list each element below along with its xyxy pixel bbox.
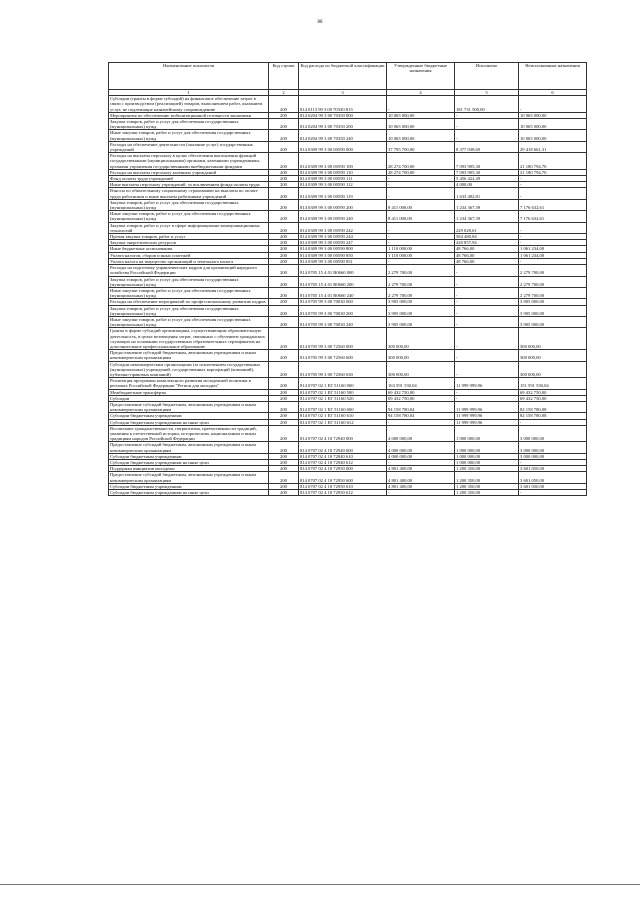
cell-indicator-name: Закупка товаров, работ и услуг в сфере информационно-коммуникационных технологий xyxy=(109,222,269,233)
cell-line-code: 200 xyxy=(269,258,299,264)
cell-executed: - xyxy=(455,305,519,316)
cell-budget-code: 814 0309 99 3 00 00590 111 xyxy=(299,176,387,182)
cell-line-code: 200 xyxy=(269,453,299,459)
cell-budget-code: 814 0707 02 1 ЕГ 51160 600 xyxy=(299,401,387,412)
cell-budget-code: 814 0707 02 4 10 72950 600 xyxy=(299,472,387,483)
cell-line-code: 200 xyxy=(269,413,299,419)
header-executed: Исполнено xyxy=(455,63,519,90)
cell-indicator-name: Воспитание гражданственности, патриотизма, преемственности традиций, уважения к отечественной истории, историческим, национальным и иным традициям народов Российской Федерации xyxy=(109,425,269,442)
cell-budget-code: 814 0309 99 3 00 00590 110 xyxy=(299,169,387,175)
cell-line-code: 200 xyxy=(269,96,299,113)
cell-budget-code: 814 0707 02 4 10 72940 612 xyxy=(299,460,387,466)
cell-executed: 1 200 350,00 xyxy=(455,472,519,483)
column-number: 1 xyxy=(109,90,269,96)
cell-budget-code: 814 0705 99 3 00 70030 240 xyxy=(299,316,387,327)
cell-executed: 1 000 000,00 xyxy=(455,425,519,442)
cell-budget-code: 814 0309 99 3 00 00590 200 xyxy=(299,199,387,210)
cell-budget-code: 814 0705 99 3 00 70030 200 xyxy=(299,305,387,316)
cell-budget-code: 814 0707 02 1 ЕГ 51160 612 xyxy=(299,419,387,425)
cell-budget-code: 814 0707 02 1 ЕГ 51160 520 xyxy=(299,395,387,401)
cell-executed: 8 377 038,69 xyxy=(455,141,519,152)
cell-indicator-name: Гранты в форме субсидий организациям, осуществляющим образовательную деятельность, в целях возмещения затрат, связанных с обучением гражданских служащих на основании государственных образовательных сертификатов на дополнительное профессиональное образование xyxy=(109,328,269,350)
cell-budget-code: 814 0204 99 3 00 70350 000 xyxy=(299,112,387,118)
cell-indicator-name: Прочая закупка товаров, работ и услуг xyxy=(109,234,269,240)
cell-executed: 1 234 367,39 xyxy=(455,199,519,210)
cell-approved: - xyxy=(387,222,455,233)
cell-approved: 4 000 000,00 xyxy=(387,442,455,453)
cell-approved: 10 065 000,00 xyxy=(387,119,455,130)
cell-line-code: 200 xyxy=(269,316,299,327)
cell-executed: - xyxy=(455,112,519,118)
cell-unexecuted: 7 176 632,61 xyxy=(519,211,587,222)
cell-unexecuted: 3 905 000,00 xyxy=(519,316,587,327)
cell-approved: 4 000 000,00 xyxy=(387,425,455,442)
cell-indicator-name: Фонд оплаты труда учреждений xyxy=(109,176,269,182)
cell-budget-code: 814 0705 99 3 00 72560 600 xyxy=(299,350,387,361)
cell-line-code: 200 xyxy=(269,299,299,305)
table-row xyxy=(109,316,587,327)
cell-unexecuted: - xyxy=(519,490,587,496)
cell-unexecuted: 3 000 000,00 xyxy=(519,442,587,453)
cell-indicator-name: Иные закупки товаров, работ и услуг для обеспечения государственных (муниципальных) нужд xyxy=(109,211,269,222)
cell-unexecuted: 10 065 000,00 xyxy=(519,119,587,130)
cell-budget-code: 814 0707 02 1 ЕГ 51160 500 xyxy=(299,389,387,395)
table-header-row xyxy=(109,63,587,90)
cell-approved: 3 905 000,00 xyxy=(387,316,455,327)
cell-budget-code: 814 0309 99 3 00 00590 247 xyxy=(299,240,387,246)
cell-budget-code: 814 0309 99 3 00 00590 112 xyxy=(299,182,387,188)
cell-line-code: 200 xyxy=(269,276,299,287)
cell-line-code: 200 xyxy=(269,490,299,496)
table-row xyxy=(109,378,587,389)
cell-unexecuted: 10 065 000,00 xyxy=(519,112,587,118)
cell-unexecuted: 29 418 661,31 xyxy=(519,141,587,152)
cell-budget-code: 814 0707 02 4 10 72940 610 xyxy=(299,453,387,459)
cell-approved: 69 432 750,00 xyxy=(387,395,455,401)
cell-executed: 11 999 999,96 xyxy=(455,401,519,412)
cell-line-code: 200 xyxy=(269,287,299,298)
cell-indicator-name: Расходы на обеспечение мероприятий по профессиональному развитию кадров xyxy=(109,299,269,305)
table-row xyxy=(109,442,587,453)
cell-unexecuted: 82 158 780,08 xyxy=(519,401,587,412)
cell-budget-code: 814 0309 99 3 00 00590 244 xyxy=(299,234,387,240)
cell-indicator-name: Закупка товаров, работ и услуг для обеспечения государственных (муниципальных) нужд xyxy=(109,199,269,210)
header-indicator-name: Наименование показателя xyxy=(109,63,269,90)
cell-budget-code: 814 0705 99 3 00 70030 000 xyxy=(299,299,387,305)
cell-executed: 1 200 350,00 xyxy=(455,466,519,472)
cell-indicator-name: Расходы на выплаты персоналу казенных учреждений xyxy=(109,169,269,175)
cell-budget-code: 814 0309 99 3 00 00590 119 xyxy=(299,188,387,199)
cell-line-code: 200 xyxy=(269,222,299,233)
cell-line-code: 200 xyxy=(269,234,299,240)
table-row xyxy=(109,130,587,141)
cell-line-code: 200 xyxy=(269,378,299,389)
cell-approved: 2 279 700,00 xyxy=(387,276,455,287)
cell-indicator-name: Иные закупки товаров, работ и услуг для обеспечения государственных (муниципальных) нужд xyxy=(109,287,269,298)
cell-executed: - xyxy=(455,328,519,350)
cell-approved: 94 158 780,04 xyxy=(387,401,455,412)
table-row xyxy=(109,328,587,350)
cell-approved: 2 279 700,00 xyxy=(387,265,455,276)
cell-unexecuted: 69 432 750,00 xyxy=(519,395,587,401)
cell-unexecuted: 3 601 050,00 xyxy=(519,483,587,489)
cell-indicator-name: Взносы по обязательному социальному страхованию на выплаты по оплате труда работников и иные выплаты работникам учреждений xyxy=(109,188,269,199)
cell-line-code: 200 xyxy=(269,361,299,378)
cell-indicator-name: Субсидии (гранты в форме субсидий) на финансовое обеспечение затрат в связи с производством (реализацией) товаров, выполнением работ, оказанием услуг, не подлежащие казначейскому сопровождению xyxy=(109,96,269,113)
cell-approved: 28 274 700,00 xyxy=(387,169,455,175)
page-number: 88 xyxy=(317,20,323,25)
cell-executed: 4 000,00 xyxy=(455,182,519,188)
cell-line-code: 200 xyxy=(269,182,299,188)
cell-budget-code: 814 0309 99 3 00 00590 800 xyxy=(299,246,387,252)
cell-unexecuted: 3 905 000,00 xyxy=(519,305,587,316)
cell-indicator-name: Закупка товаров, работ и услуг для обеспечения государственных (муниципальных) нужд xyxy=(109,119,269,130)
cell-line-code: 200 xyxy=(269,252,299,258)
cell-approved: 300 000,00 xyxy=(387,328,455,350)
cell-budget-code: 814 0705 15 4 01 R0660 000 xyxy=(299,265,387,276)
cell-unexecuted: 3 601 050,00 xyxy=(519,466,587,472)
cell-unexecuted: 7 176 632,61 xyxy=(519,199,587,210)
table-row xyxy=(109,199,587,210)
cell-indicator-name: Субсидии xyxy=(109,395,269,401)
column-number: 3 xyxy=(299,90,387,96)
cell-line-code: 200 xyxy=(269,425,299,442)
cell-line-code: 200 xyxy=(269,199,299,210)
cell-executed: 1 200 350,00 xyxy=(455,483,519,489)
cell-budget-code: 814 0707 02 4 10 72950 000 xyxy=(299,466,387,472)
cell-budget-code: 814 0309 99 3 00 00590 851 xyxy=(299,258,387,264)
cell-executed: 1 200 350,00 xyxy=(455,490,519,496)
cell-approved: - xyxy=(387,188,455,199)
cell-line-code: 200 xyxy=(269,419,299,425)
cell-budget-code: 814 0705 99 3 00 72560 000 xyxy=(299,328,387,350)
cell-unexecuted: 3 000 000,00 xyxy=(519,453,587,459)
cell-budget-code: 814 0204 99 3 00 70350 240 xyxy=(299,130,387,141)
cell-indicator-name: Предоставление субсидий бюджетным, автономным учреждениям и иным некоммерческим организациям xyxy=(109,442,269,453)
cell-approved: 4 801 400,00 xyxy=(387,472,455,483)
cell-budget-code: 814 0113 99 3 00 70330 813 xyxy=(299,96,387,113)
cell-line-code: 200 xyxy=(269,401,299,412)
cell-line-code: 200 xyxy=(269,211,299,222)
cell-unexecuted: 3 905 000,00 xyxy=(519,299,587,305)
table-row xyxy=(109,222,587,233)
cell-line-code: 200 xyxy=(269,395,299,401)
cell-approved: 94 158 780,04 xyxy=(387,413,455,419)
cell-line-code: 200 xyxy=(269,112,299,118)
table-row xyxy=(109,141,587,152)
cell-executed: - xyxy=(455,389,519,395)
cell-indicator-name: Предоставление субсидий бюджетным, автономным учреждениям и иным некоммерческим организациям xyxy=(109,472,269,483)
cell-approved: - xyxy=(387,96,455,113)
table-row xyxy=(109,361,587,378)
column-number: 2 xyxy=(269,90,299,96)
cell-budget-code: 814 0705 99 3 00 72560 630 xyxy=(299,361,387,378)
cell-budget-code: 814 0705 15 4 01 R0660 200 xyxy=(299,276,387,287)
cell-unexecuted: - xyxy=(519,182,587,188)
cell-budget-code: 814 0309 99 3 00 00590 000 xyxy=(299,141,387,152)
cell-unexecuted: 151 591 530,04 xyxy=(519,378,587,389)
cell-line-code: 200 xyxy=(269,328,299,350)
cell-executed: 1 000 000,00 xyxy=(455,442,519,453)
cell-unexecuted: 300 000,00 xyxy=(519,328,587,350)
cell-indicator-name: Закупка товаров, работ и услуг для обеспечения государственных (муниципальных) нужд xyxy=(109,276,269,287)
cell-executed: 48 766,00 xyxy=(455,258,519,264)
table-row xyxy=(109,211,587,222)
cell-line-code: 200 xyxy=(269,153,299,170)
cell-executed: 420 857,94 xyxy=(455,240,519,246)
cell-executed: 584 480,84 xyxy=(455,234,519,240)
cell-indicator-name: Субсидии некоммерческим организациям (за исключением государственных (муниципальных) учреждений, государственных корпораций (компаний), публично-правовых компаний) xyxy=(109,361,269,378)
budget-execution-table xyxy=(108,62,587,496)
cell-budget-code: 814 0707 02 1 ЕГ 51160 000 xyxy=(299,378,387,389)
cell-indicator-name: Реализация программы комплексного развития молодежной политики в регионах Российской Федерации "Регион для молодых" xyxy=(109,378,269,389)
cell-executed: 5 456 422,49 xyxy=(455,176,519,182)
cell-indicator-name: Расходы на подготовку управленческих кадров для организаций народного хозяйства Российской Федерации xyxy=(109,265,269,276)
cell-unexecuted: - xyxy=(519,460,587,466)
cell-indicator-name: Субсидии бюджетным учреждениям на иные цели xyxy=(109,460,269,466)
cell-executed: 48 766,00 xyxy=(455,246,519,252)
table-row xyxy=(109,96,587,113)
header-line-code: Код строки xyxy=(269,63,299,90)
cell-budget-code: 814 0309 99 3 00 00590 240 xyxy=(299,211,387,222)
cell-approved: 37 795 700,00 xyxy=(387,141,455,152)
cell-unexecuted: - xyxy=(519,258,587,264)
cell-unexecuted: - xyxy=(519,234,587,240)
cell-indicator-name: Предоставление субсидий бюджетным, автономным учреждениям и иным некоммерческим организациям xyxy=(109,350,269,361)
cell-unexecuted: - xyxy=(519,176,587,182)
cell-approved: 163 591 530,04 xyxy=(387,378,455,389)
cell-approved: - xyxy=(387,419,455,425)
cell-executed: - xyxy=(455,276,519,287)
cell-executed: - xyxy=(455,265,519,276)
cell-indicator-name: Межбюджетные трансферты xyxy=(109,389,269,395)
cell-approved: 3 905 000,00 xyxy=(387,305,455,316)
cell-unexecuted: - xyxy=(519,419,587,425)
table-row xyxy=(109,287,587,298)
cell-line-code: 200 xyxy=(269,141,299,152)
cell-approved: 10 065 000,00 xyxy=(387,130,455,141)
cell-line-code: 200 xyxy=(269,176,299,182)
cell-indicator-name: Закупка товаров, работ и услуг для обеспечения государственных (муниципальных) нужд xyxy=(109,305,269,316)
cell-line-code: 200 xyxy=(269,466,299,472)
table-row xyxy=(109,265,587,276)
table-body xyxy=(109,96,587,496)
cell-budget-code: 814 0707 02 4 10 72950 612 xyxy=(299,490,387,496)
cell-unexecuted: - xyxy=(519,240,587,246)
cell-approved: - xyxy=(387,258,455,264)
cell-budget-code: 814 0707 02 1 ЕГ 51160 610 xyxy=(299,413,387,419)
cell-indicator-name: Предоставление субсидий бюджетным, автономным учреждениям и иным некоммерческим организациям xyxy=(109,401,269,412)
cell-executed: - xyxy=(455,119,519,130)
cell-indicator-name: Иные бюджетные ассигнования xyxy=(109,246,269,252)
cell-line-code: 200 xyxy=(269,460,299,466)
cell-line-code: 200 xyxy=(269,169,299,175)
cell-line-code: 200 xyxy=(269,240,299,246)
cell-approved: 1 110 000,00 xyxy=(387,246,455,252)
cell-indicator-name: Субсидии бюджетным учреждениям xyxy=(109,483,269,489)
cell-unexecuted: 3 601 050,00 xyxy=(519,472,587,483)
table-row xyxy=(109,490,587,496)
cell-budget-code: 814 0309 99 3 00 00590 242 xyxy=(299,222,387,233)
cell-executed: 48 766,00 xyxy=(455,252,519,258)
cell-unexecuted: - xyxy=(519,96,587,113)
cell-unexecuted: 1 061 234,00 xyxy=(519,252,587,258)
header-unexecuted: Неисполненные назначения xyxy=(519,63,587,90)
cell-executed: 1 633 482,81 xyxy=(455,188,519,199)
cell-approved: 10 065 000,00 xyxy=(387,112,455,118)
cell-indicator-name: Субсидии бюджетным учреждениям xyxy=(109,413,269,419)
cell-executed: - xyxy=(455,299,519,305)
cell-approved: - xyxy=(387,182,455,188)
cell-line-code: 200 xyxy=(269,483,299,489)
table-row xyxy=(109,119,587,130)
cell-line-code: 200 xyxy=(269,305,299,316)
cell-executed: - xyxy=(455,316,519,327)
table-row xyxy=(109,350,587,361)
cell-approved: 3 905 000,00 xyxy=(387,299,455,305)
cell-executed: - xyxy=(455,350,519,361)
cell-approved: 69 432 750,00 xyxy=(387,389,455,395)
cell-executed: 181 731 500,00 xyxy=(455,96,519,113)
cell-approved: - xyxy=(387,176,455,182)
cell-budget-code: 814 0707 02 4 10 72940 000 xyxy=(299,425,387,442)
cell-line-code: 200 xyxy=(269,130,299,141)
cell-executed: 11 999 999,96 xyxy=(455,419,519,425)
cell-unexecuted: 2 279 700,00 xyxy=(519,276,587,287)
cell-approved: 8 411 000,00 xyxy=(387,211,455,222)
cell-executed: - xyxy=(455,395,519,401)
cell-executed: - xyxy=(455,287,519,298)
cell-indicator-name: Расходы на выплаты персоналу в целях обеспечения выполнения функций государственными (муниципальными) органами, казенными учреждениями, органами управления государственными внебюджетными фондами xyxy=(109,153,269,170)
header-approved: Утвержденные бюджетные назначения xyxy=(387,63,455,90)
table-row xyxy=(109,188,587,199)
table-row xyxy=(109,276,587,287)
cell-budget-code: 814 0309 99 3 00 00590 850 xyxy=(299,252,387,258)
cell-executed: - xyxy=(455,130,519,141)
cell-approved: 300 000,00 xyxy=(387,361,455,378)
cell-approved: 2 279 700,00 xyxy=(387,287,455,298)
cell-line-code: 200 xyxy=(269,350,299,361)
cell-unexecuted: 2 279 700,00 xyxy=(519,265,587,276)
cell-indicator-name: Уплата налогов, сборов и иных платежей xyxy=(109,252,269,258)
cell-indicator-name: Уплата налога на имущество организаций и земельного налога xyxy=(109,258,269,264)
cell-unexecuted: 10 065 000,00 xyxy=(519,130,587,141)
cell-indicator-name: Иные выплаты персоналу учреждений, за исключением фонда оплаты труда xyxy=(109,182,269,188)
cell-unexecuted: 21 180 794,70 xyxy=(519,153,587,170)
table-row xyxy=(109,305,587,316)
table-row xyxy=(109,425,587,442)
cell-executed: 11 999 999,96 xyxy=(455,378,519,389)
cell-indicator-name: Мероприятия по обеспечению мобилизационной готовности экономики xyxy=(109,112,269,118)
cell-indicator-name: Субсидии бюджетным учреждениям на иные цели xyxy=(109,490,269,496)
cell-unexecuted: 1 061 234,00 xyxy=(519,246,587,252)
cell-unexecuted: 69 432 750,00 xyxy=(519,389,587,395)
cell-approved: 1 110 000,00 xyxy=(387,252,455,258)
cell-executed: 229 028,61 xyxy=(455,222,519,233)
cell-approved: - xyxy=(387,240,455,246)
cell-executed: 1 000 000,00 xyxy=(455,460,519,466)
cell-indicator-name: Иные закупки товаров, работ и услуг для обеспечения государственных (муниципальных) нужд xyxy=(109,130,269,141)
cell-approved: 4 801 400,00 xyxy=(387,466,455,472)
cell-indicator-name: Поддержка инициатив молодежи xyxy=(109,466,269,472)
cell-executed: 11 999 999,96 xyxy=(455,413,519,419)
cell-executed: 7 093 905,30 xyxy=(455,153,519,170)
cell-unexecuted: 3 000 000,00 xyxy=(519,425,587,442)
cell-line-code: 200 xyxy=(269,472,299,483)
cell-approved: - xyxy=(387,460,455,466)
cell-unexecuted: 300 000,00 xyxy=(519,361,587,378)
cell-executed: - xyxy=(455,361,519,378)
cell-approved: 300 000,00 xyxy=(387,350,455,361)
table-row xyxy=(109,153,587,170)
cell-executed: 1 000 000,00 xyxy=(455,453,519,459)
cell-budget-code: 814 0707 02 4 10 72940 600 xyxy=(299,442,387,453)
page-bottom-rule xyxy=(0,884,640,885)
cell-line-code: 200 xyxy=(269,442,299,453)
cell-budget-code: 814 0705 15 4 01 R0660 240 xyxy=(299,287,387,298)
cell-indicator-name: Расходы на обеспечение деятельности (оказание услуг) государственных учреждений xyxy=(109,141,269,152)
table-row xyxy=(109,472,587,483)
cell-line-code: 200 xyxy=(269,389,299,395)
cell-indicator-name: Субсидии бюджетным учреждениям на иные цели xyxy=(109,419,269,425)
cell-unexecuted: 21 180 794,70 xyxy=(519,169,587,175)
cell-approved: - xyxy=(387,234,455,240)
cell-executed: 7 093 905,30 xyxy=(455,169,519,175)
column-number: 5 xyxy=(455,90,519,96)
column-number: 6 xyxy=(519,90,587,96)
cell-approved: 4 801 400,00 xyxy=(387,483,455,489)
cell-indicator-name: Субсидии бюджетным учреждениям xyxy=(109,453,269,459)
cell-line-code: 200 xyxy=(269,119,299,130)
column-number: 4 xyxy=(387,90,455,96)
cell-budget-code: 814 0309 99 3 00 00590 100 xyxy=(299,153,387,170)
cell-approved: 8 411 000,00 xyxy=(387,199,455,210)
cell-unexecuted: - xyxy=(519,222,587,233)
cell-unexecuted: - xyxy=(519,188,587,199)
cell-executed: 1 234 367,39 xyxy=(455,211,519,222)
cell-budget-code: 814 0707 02 4 10 72950 610 xyxy=(299,483,387,489)
cell-budget-code: 814 0204 99 3 00 70350 200 xyxy=(299,119,387,130)
cell-unexecuted: 2 279 700,00 xyxy=(519,287,587,298)
cell-indicator-name: Закупка энергетических ресурсов xyxy=(109,240,269,246)
cell-approved: 28 274 700,00 xyxy=(387,153,455,170)
cell-line-code: 200 xyxy=(269,188,299,199)
table-row xyxy=(109,401,587,412)
cell-line-code: 200 xyxy=(269,265,299,276)
cell-line-code: 200 xyxy=(269,246,299,252)
cell-unexecuted: 82 158 780,08 xyxy=(519,413,587,419)
cell-indicator-name: Иные закупки товаров, работ и услуг для обеспечения государственных (муниципальных) нужд xyxy=(109,316,269,327)
header-budget-code: Код расхода по бюджетной классификации xyxy=(299,63,387,90)
cell-approved: 4 000 000,00 xyxy=(387,453,455,459)
cell-approved: - xyxy=(387,490,455,496)
cell-unexecuted: 300 000,00 xyxy=(519,350,587,361)
